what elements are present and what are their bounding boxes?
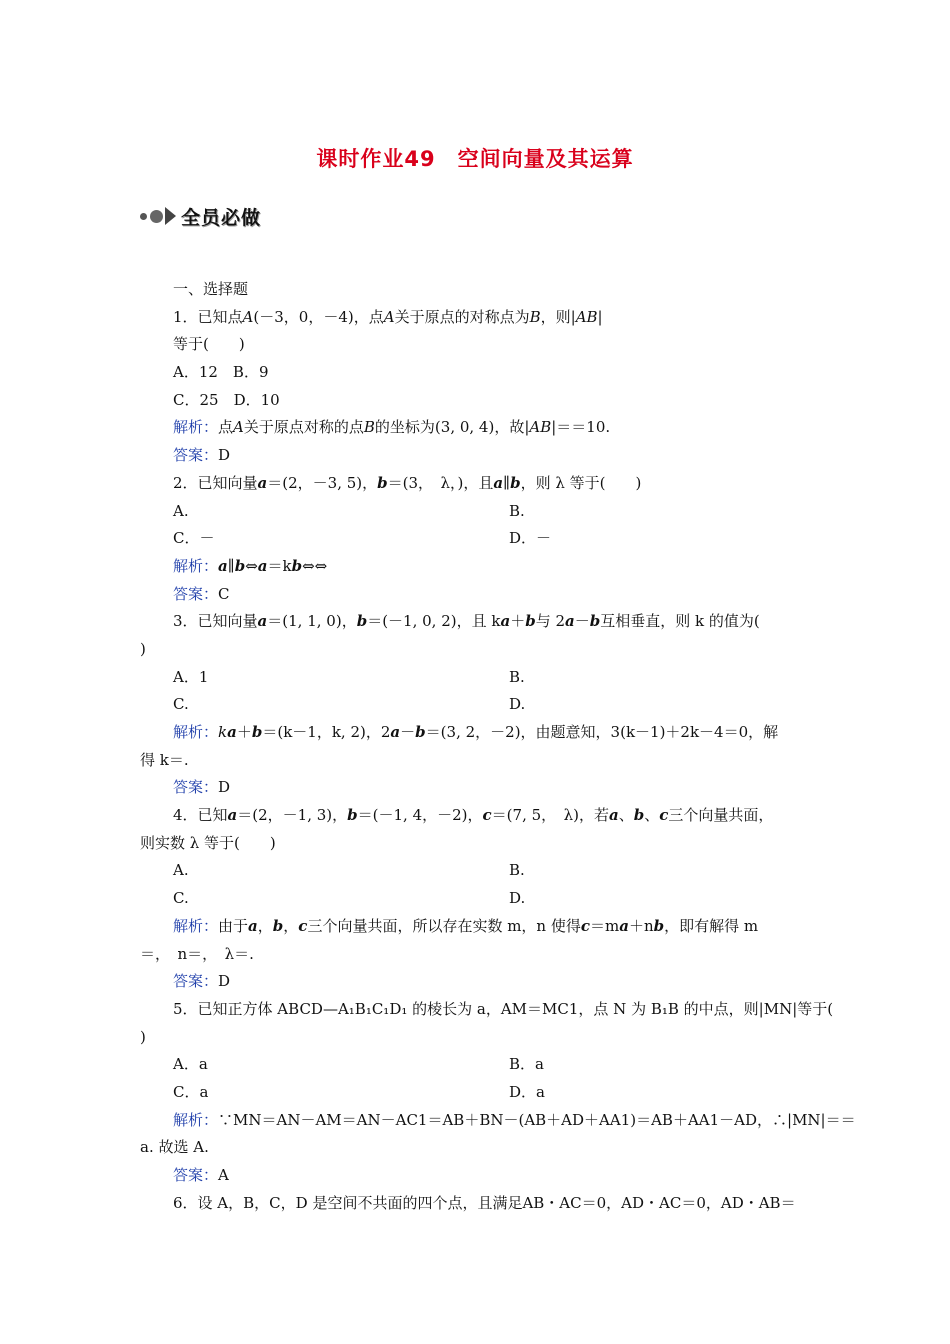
question-3-answer: 答案：D — [173, 778, 231, 797]
question-5-solution: 解析：∵MN＝AN－AM＝AN－AC1＝AB＋BN－(AB＋AD＋AA1)＝AB＋AA1－AD，∴|MN|＝＝ — [173, 1110, 856, 1129]
question-3-stem: 3．已知向量a＝(1, 1, 0)，b＝(－1, 0, 2)，且 ka＋b与 2a－b互相垂直，则 k 的值为( — [173, 612, 760, 631]
question-4-stem: 4．已知a＝(2，－1, 3)，b＝(－1, 4，－2)，c＝(7, 5， λ)，若a、b、c三个向量共面， — [173, 806, 774, 825]
question-2-options-ab: A. B. — [173, 501, 525, 520]
question-2-solution: 解析：a∥b⇔a＝kb⇔⇔ — [173, 556, 328, 575]
question-4-solution: 解析：由于a，b，c三个向量共面，所以存在实数 m，n 使得c＝ma＋nb，即有解得 m — [173, 916, 759, 935]
banner-label: 全员必做 — [181, 206, 262, 229]
question-5-options-cd: C．a D．a — [173, 1082, 545, 1101]
question-2-stem: 2．已知向量a＝(2，－3, 5)，b＝(3， λ，)，且a∥b，则 λ 等于( ) — [173, 473, 642, 492]
question-3-options-ab: A．1 B. — [173, 667, 525, 686]
question-1-stem: 1．已知点A(－3，0，－4)，点A关于原点的对称点为B，则|AB| — [173, 307, 603, 326]
question-3-solution-cont: 得 k＝. — [140, 750, 189, 769]
page-title: 课时作业49 空间向量及其运算 — [316, 147, 634, 171]
exercise-content — [140, 276, 856, 1217]
question-6-stem: 6．设 A，B，C，D 是空间不共面的四个点，且满足AB・AC＝0，AD・AC＝0，AD・AB＝ — [173, 1193, 796, 1212]
question-5-stem: 5．已知正方体 ABCD—A₁B₁C₁D₁ 的棱长为 a，AM＝MC1，点 N 为 B₁B 的中点，则|MN|等于( — [173, 999, 834, 1018]
question-4-options-ab: A. B. — [173, 861, 525, 880]
question-4-options-cd: C. D. — [173, 889, 526, 908]
question-4-solution-cont: ＝， n＝， λ＝. — [140, 944, 254, 963]
question-5-answer: 答案：A — [173, 1166, 229, 1184]
question-1-options-ab: A．12 B．9 — [173, 363, 269, 382]
question-2-answer: 答案：C — [173, 584, 230, 603]
question-1-solution: 解析：点A关于原点对称的点B的坐标为(3, 0, 4)，故|AB|＝＝10. — [173, 418, 611, 437]
question-5-options-ab: A．a B．a — [173, 1055, 544, 1074]
question-1-options-cd: C．25 D．10 — [173, 390, 280, 409]
question-5-stem-cont: ) — [140, 1027, 146, 1046]
question-1-answer: 答案：D — [173, 446, 231, 465]
question-4-answer: 答案：D — [173, 972, 231, 991]
bullet-dot-icon — [140, 213, 147, 220]
question-1-stem-cont: 等于( ) — [173, 335, 245, 354]
question-4-stem-cont: 则实数 λ 等于( ) — [140, 833, 276, 852]
bullet-circle-icon — [150, 210, 163, 223]
section-heading: 一、选择题 — [173, 280, 249, 298]
question-3-solution: 解析：ka＋b＝(k－1，k, 2)，2a－b＝(3, 2，－2)，由题意知，3(k－1)＋2k－4＝0，解 — [173, 723, 779, 741]
arrow-right-icon — [165, 207, 176, 225]
section-banner — [140, 204, 261, 228]
question-3-stem-cont: ) — [140, 639, 146, 658]
question-5-solution-cont: a. 故选 A. — [140, 1138, 209, 1157]
question-2-options-cd: C．－ D．－ — [173, 529, 552, 548]
question-3-options-cd: C. D. — [173, 695, 526, 714]
